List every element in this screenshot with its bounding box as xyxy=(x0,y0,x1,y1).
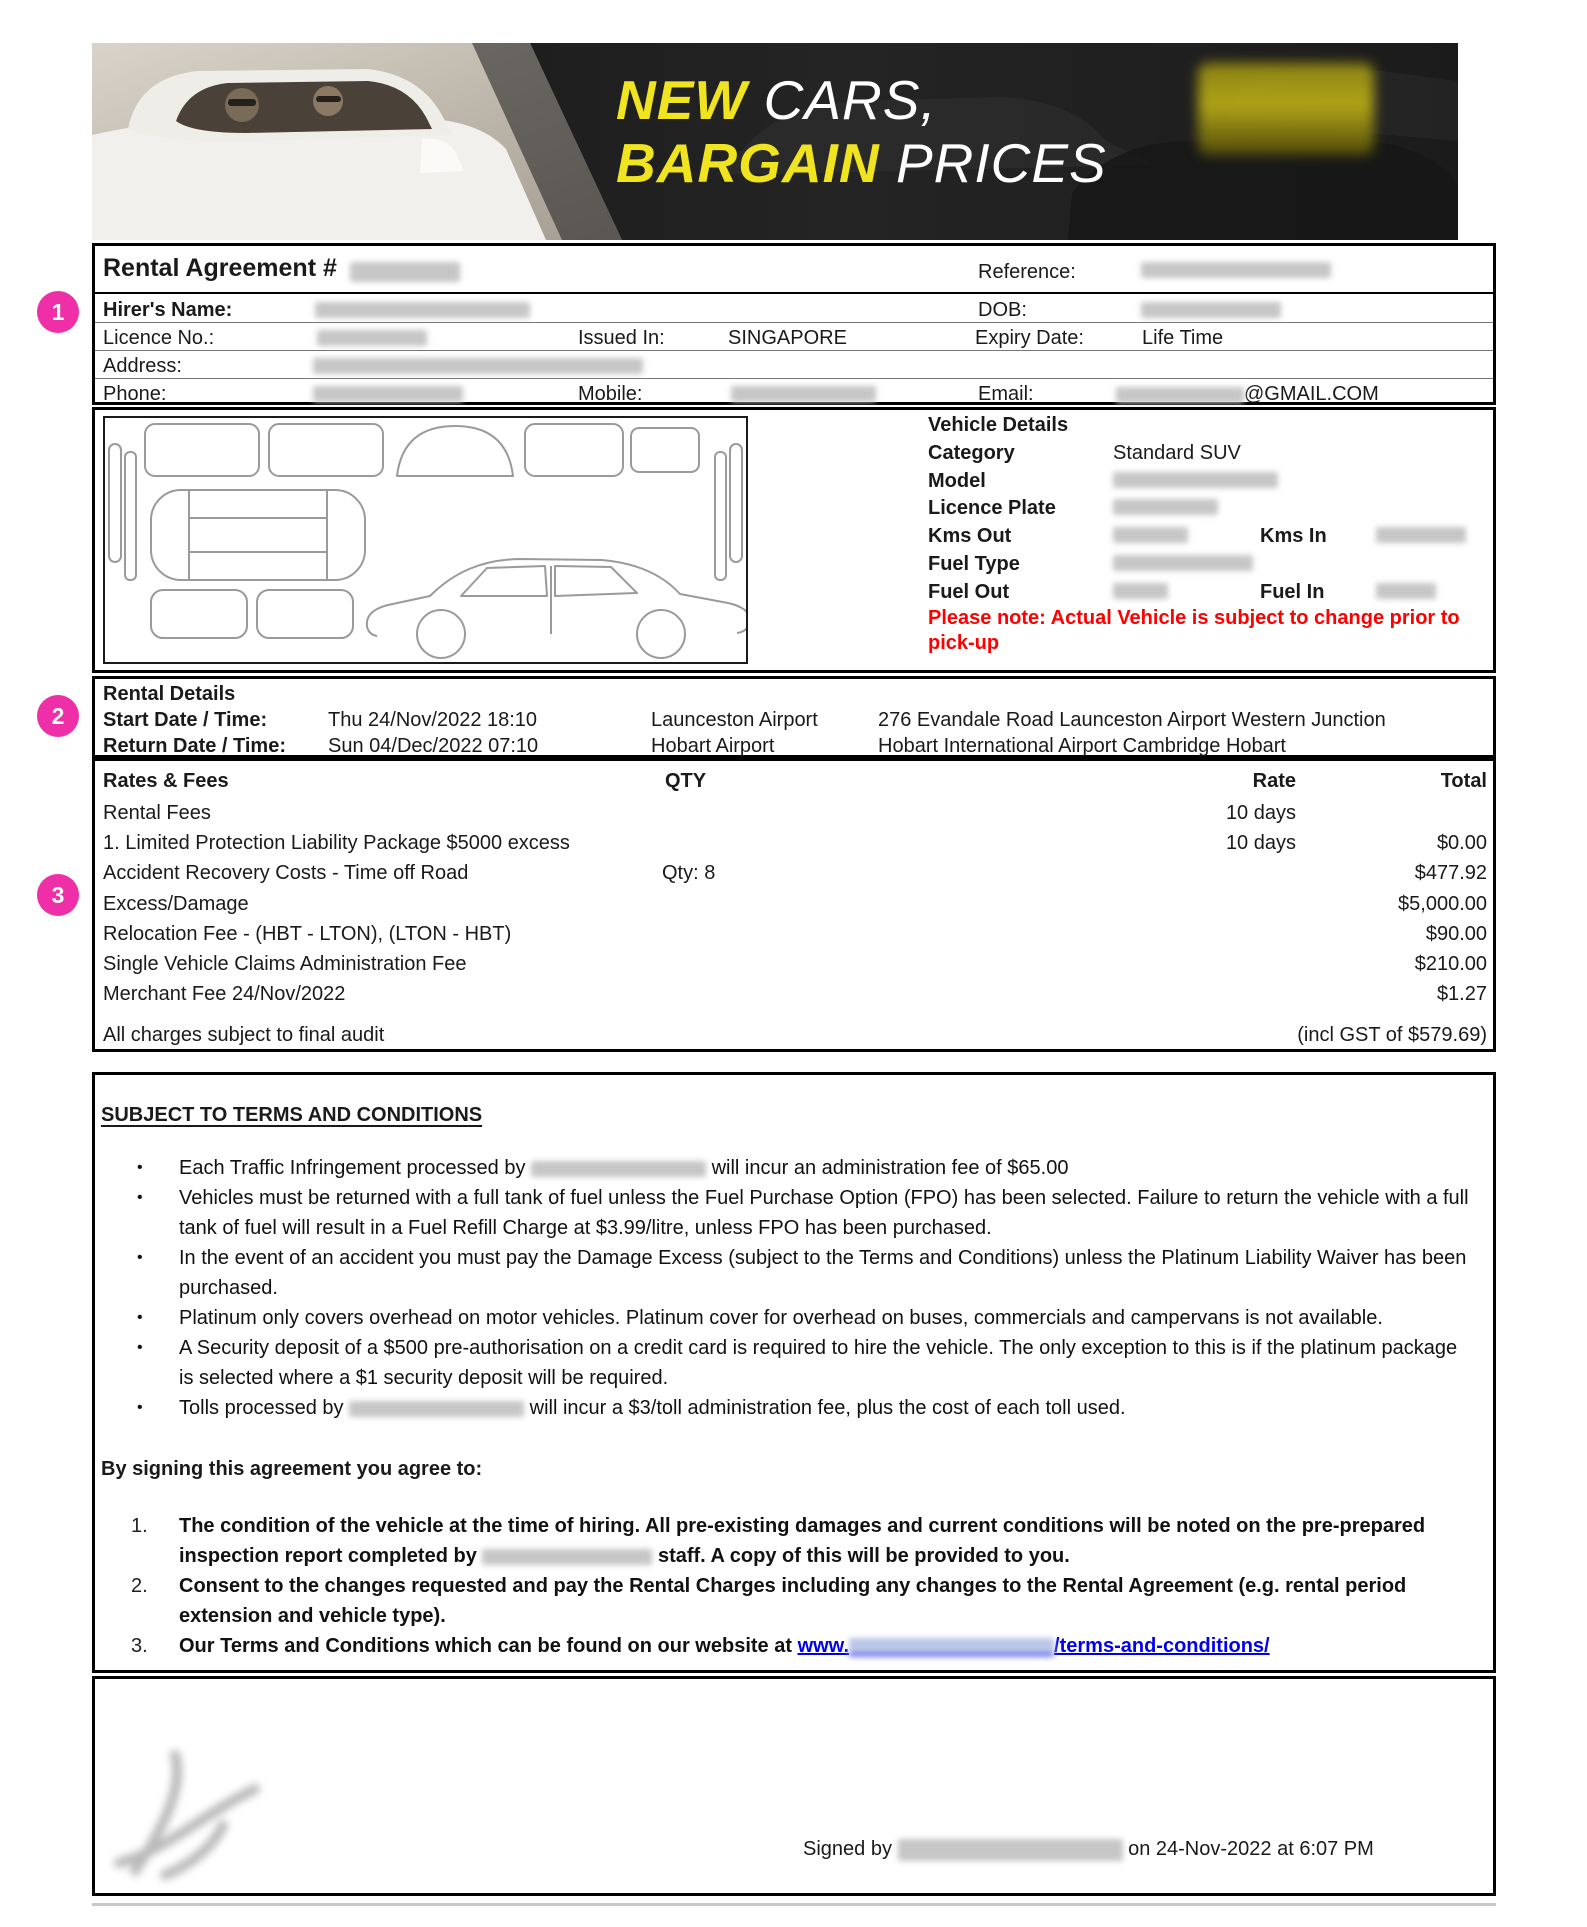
redacted-dob-value xyxy=(1141,302,1281,318)
promo-banner xyxy=(92,43,1458,240)
item-text xyxy=(179,1511,1481,1571)
category-label: Category xyxy=(928,442,1015,464)
vehicle-damage-diagram xyxy=(105,418,746,662)
redacted-signer-name xyxy=(898,1839,1123,1861)
by-signing-heading: By signing this agreement you agree to: xyxy=(101,1458,483,1480)
marker-label: 3 xyxy=(51,881,65,908)
fuel-in-label: Fuel In xyxy=(1260,581,1325,603)
return-datetime: Sun 04/Dec/2022 07:10 xyxy=(328,735,539,757)
banner-word-new: NEW xyxy=(616,69,748,131)
agreement-item xyxy=(131,1631,1481,1661)
fee-row-item: 1. Limited Protection Liability Package $5000 excess xyxy=(103,832,570,854)
agreement-item xyxy=(131,1571,1481,1631)
terms-bullet xyxy=(137,1333,1471,1393)
redacted-kms-in-value xyxy=(1376,527,1466,543)
terms-bullet xyxy=(137,1153,1471,1183)
terms-bullet xyxy=(137,1243,1471,1303)
banner-word-bargain: BARGAIN xyxy=(616,132,880,194)
item-number: 1. xyxy=(131,1515,148,1537)
bullet-text-post: will incur a $3/toll administration fee, plus the cost of each toll used. xyxy=(524,1397,1126,1419)
redacted-model-value xyxy=(1113,472,1278,488)
redacted-agreement-number xyxy=(350,262,460,282)
fee-row-total: $210.00 xyxy=(1414,953,1487,975)
fee-row-item: Excess/Damage xyxy=(103,893,249,915)
audit-note: All charges subject to final audit xyxy=(103,1024,385,1046)
redacted-licence-plate-value xyxy=(1113,499,1218,515)
marker-label: 2 xyxy=(51,702,65,729)
hirers-name-label: Hirer's Name: xyxy=(103,299,233,321)
redacted-fuel-type-value xyxy=(1113,555,1253,571)
fuel-out-label: Fuel Out xyxy=(928,581,1010,603)
bullet-dot-icon: • xyxy=(137,1399,143,1416)
fee-row-item: Accident Recovery Costs - Time off Road xyxy=(103,862,469,884)
fee-row-qty: Qty: 8 xyxy=(662,862,716,884)
redacted-company-name xyxy=(531,1161,706,1177)
redacted-email-local-part xyxy=(1116,387,1244,403)
return-address: Hobart International Airport Cambridge Hobart xyxy=(878,735,1286,757)
item-number: 3. xyxy=(131,1635,148,1657)
item-text xyxy=(179,1631,1481,1661)
page-edge-line xyxy=(92,1903,1496,1906)
expiry-date-label: Expiry Date: xyxy=(975,327,1084,349)
signature-section xyxy=(92,1676,1496,1896)
agreement-header-section xyxy=(92,243,1496,405)
fee-row-rate: 10 days xyxy=(1225,832,1296,854)
agreement-item xyxy=(131,1511,1481,1571)
company-logo-redacted xyxy=(1198,63,1374,155)
bullet-text: In the event of an accident you must pay the Damage Excess (subject to the Terms and Conditions) unless the Platinum Liability Waiver has been purchased. xyxy=(179,1247,1467,1299)
model-label: Model xyxy=(928,470,986,492)
redacted-website-domain xyxy=(849,1638,1054,1656)
start-date-label: Start Date / Time: xyxy=(103,709,268,731)
licence-plate-label: Licence Plate xyxy=(928,497,1056,519)
terms-bullet xyxy=(137,1183,1471,1243)
bullet-dot-icon: • xyxy=(137,1309,143,1326)
redacted-phone-value xyxy=(313,386,463,402)
divider xyxy=(95,322,1493,323)
terms-bullet xyxy=(137,1393,1471,1423)
fee-row-item: Relocation Fee - (HBT - LTON), (LTON - HBT) xyxy=(103,923,512,945)
dob-label: DOB: xyxy=(978,299,1027,321)
divider xyxy=(95,378,1493,379)
annotation-marker-1 xyxy=(37,291,79,333)
category-value: Standard SUV xyxy=(1113,442,1241,464)
redacted-licence-number xyxy=(317,330,427,346)
agreement-title: Rental Agreement # xyxy=(103,254,337,282)
email-value xyxy=(1116,382,1379,406)
signature-scribble xyxy=(105,1743,305,1883)
marker-label: 1 xyxy=(51,298,65,325)
item-number: 2. xyxy=(131,1575,148,1597)
bullet-text: A Security deposit of a $500 pre-authorisation on a credit card is required to hire the vehicle. The only exception to this is if the platinum package is selected where a $1 security deposit will be required. xyxy=(179,1337,1458,1389)
fee-row-total: $1.27 xyxy=(1436,983,1487,1005)
agreement-items-list xyxy=(131,1511,1481,1661)
terms-bullet-list xyxy=(137,1153,1471,1423)
redacted-address-value xyxy=(313,358,643,374)
terms-title: SUBJECT TO TERMS AND CONDITIONS xyxy=(101,1104,483,1126)
signed-date-text: on 24-Nov-2022 at 6:07 PM xyxy=(1128,1838,1374,1860)
item-text-pre: Our Terms and Conditions which can be found on our website at xyxy=(179,1635,798,1657)
link-text-post: /terms-and-conditions/ xyxy=(1054,1635,1270,1657)
fee-row-item: Merchant Fee 24/Nov/2022 xyxy=(103,983,346,1005)
fee-row-total: $477.92 xyxy=(1414,862,1487,884)
fee-row-item: Single Vehicle Claims Administration Fee xyxy=(103,953,467,975)
start-location: Launceston Airport xyxy=(651,709,818,731)
expiry-date-value: Life Time xyxy=(1142,327,1224,349)
banner-headline-line2 xyxy=(616,132,1107,195)
email-domain: @GMAIL.COM xyxy=(1244,383,1379,405)
return-location: Hobart Airport xyxy=(651,735,775,757)
issued-in-value: SINGAPORE xyxy=(728,327,847,349)
email-label: Email: xyxy=(978,383,1034,405)
bullet-text-post: will incur an administration fee of $65.00 xyxy=(706,1157,1069,1179)
bullet-dot-icon: • xyxy=(137,1249,143,1266)
vehicle-damage-diagram-box xyxy=(103,416,748,664)
bullet-dot-icon: • xyxy=(137,1159,143,1176)
redacted-company-name xyxy=(482,1549,652,1565)
rates-fees-header-qty: QTY xyxy=(665,770,707,792)
fee-row-total: $0.00 xyxy=(1436,832,1487,854)
redacted-hirer-name xyxy=(315,302,530,318)
banner-headline-line1 xyxy=(616,69,1107,132)
redacted-fuel-in-value xyxy=(1376,583,1436,599)
rates-fees-header-rate: Rate xyxy=(1252,770,1296,792)
bullet-text-pre: Tolls processed by xyxy=(179,1397,350,1419)
gst-note: (incl GST of $579.69) xyxy=(1297,1024,1487,1046)
divider xyxy=(95,292,1493,294)
redacted-mobile-value xyxy=(731,386,876,402)
issued-in-label: Issued In: xyxy=(578,327,665,349)
mobile-label: Mobile: xyxy=(578,383,643,405)
phone-label: Phone: xyxy=(103,383,167,405)
rates-fees-header-item: Rates & Fees xyxy=(103,770,229,792)
rental-details-title: Rental Details xyxy=(103,683,236,705)
bullet-text xyxy=(179,1393,1471,1423)
redacted-kms-out-value xyxy=(1113,527,1188,543)
signed-by-text: Signed by xyxy=(803,1838,892,1860)
link-text-pre: www. xyxy=(797,1635,850,1657)
bullet-text: Vehicles must be returned with a full tank of fuel unless the Fuel Purchase Option (FPO) has been selected. Failure to return the vehicle with a full tank of fuel will result in a Fuel Refill Charge at $3.99/litre, unless FPO has been purchased. xyxy=(179,1187,1469,1239)
bullet-dot-icon: • xyxy=(137,1189,143,1206)
signed-by-line xyxy=(803,1837,1374,1861)
fuel-type-label: Fuel Type xyxy=(928,553,1020,575)
terms-bullet xyxy=(137,1303,1471,1333)
terms-and-conditions-link[interactable] xyxy=(798,1635,1270,1657)
fee-row-total: $90.00 xyxy=(1425,923,1487,945)
redacted-reference-value xyxy=(1141,262,1331,278)
rates-fees-section xyxy=(92,758,1496,1052)
rates-fees-header-total: Total xyxy=(1440,770,1487,792)
vehicle-section xyxy=(92,407,1496,673)
redacted-company-name xyxy=(349,1401,524,1417)
address-label: Address: xyxy=(103,355,182,377)
start-datetime: Thu 24/Nov/2022 18:10 xyxy=(328,709,538,731)
kms-out-label: Kms Out xyxy=(928,525,1012,547)
start-address: 276 Evandale Road Launceston Airport Western Junction xyxy=(878,709,1386,731)
reference-label: Reference: xyxy=(978,261,1076,283)
return-date-label: Return Date / Time: xyxy=(103,735,286,757)
terms-section xyxy=(92,1072,1496,1673)
annotation-marker-3 xyxy=(37,874,79,916)
kms-in-label: Kms In xyxy=(1260,525,1327,547)
fee-row-rate: 10 days xyxy=(1225,802,1296,824)
vehicle-details-title: Vehicle Details xyxy=(928,414,1069,436)
fee-row-total: $5,000.00 xyxy=(1398,893,1487,915)
item-text-post: staff. A copy of this will be provided to you. xyxy=(652,1545,1070,1567)
licence-no-label: Licence No.: xyxy=(103,327,215,349)
banner-word-cars: CARS, xyxy=(747,69,937,131)
item-text-pre: The condition of the vehicle at the time of hiring. All pre-existing damages and current conditions will be noted on the pre-prepared inspection report completed by xyxy=(179,1515,1426,1567)
bullet-text-pre: Each Traffic Infringement processed by xyxy=(179,1157,532,1179)
bullet-text xyxy=(179,1153,1471,1183)
rental-details-section xyxy=(92,676,1496,758)
item-text: Consent to the changes requested and pay the Rental Charges including any changes to the Rental Agreement (e.g. rental period extension and vehicle type). xyxy=(179,1575,1407,1627)
annotation-marker-2 xyxy=(37,695,79,737)
banner-headline xyxy=(616,69,1107,195)
redacted-fuel-out-value xyxy=(1113,583,1168,599)
banner-word-prices: PRICES xyxy=(879,132,1107,194)
bullet-text: Platinum only covers overhead on motor vehicles. Platinum cover for overhead on buses, commercials and campervans is not available. xyxy=(179,1307,1383,1329)
bullet-dot-icon: • xyxy=(137,1339,143,1356)
fee-row-item: Rental Fees xyxy=(103,802,211,824)
vehicle-change-note: Please note: Actual Vehicle is subject to change prior to pick-up xyxy=(928,607,1460,654)
divider xyxy=(95,350,1493,351)
